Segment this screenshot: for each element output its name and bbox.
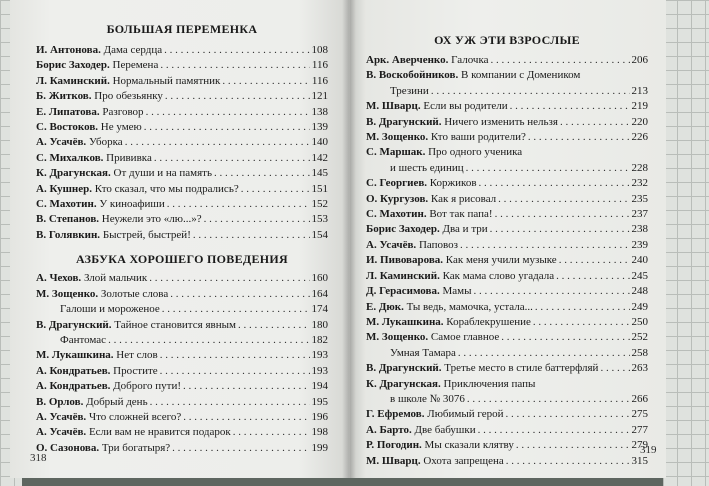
toc-entry — [366, 300, 648, 315]
toc-title: Нормальный памятник — [112, 74, 221, 87]
toc-entry — [36, 182, 328, 197]
toc-title: Галоши и мороженое — [60, 303, 160, 316]
toc-title: и шесть единиц — [390, 161, 464, 174]
toc-page-number: 275 — [631, 408, 648, 421]
toc-page-number: 238 — [631, 223, 648, 236]
toc-author: К. Драгунская. — [366, 377, 441, 390]
toc-author: И. Антонова. — [36, 44, 101, 56]
dot-leader — [146, 105, 310, 120]
dot-leader — [241, 182, 310, 197]
toc-entry — [36, 302, 328, 317]
toc-author: М. Зощенко. — [366, 331, 429, 344]
dot-leader — [510, 99, 630, 114]
toc-title: Что сложней всего? — [88, 410, 182, 423]
dot-leader — [233, 425, 310, 440]
toc-entry — [36, 410, 328, 425]
toc-entry — [366, 99, 648, 114]
toc-author: С. Махотин. — [36, 198, 97, 211]
dot-leader — [125, 135, 310, 150]
toc-page-number: 108 — [311, 44, 328, 56]
toc-page-number: 249 — [631, 300, 648, 313]
toc-entry — [366, 68, 648, 83]
toc-author: С. Востоков. — [36, 121, 99, 134]
dot-leader — [160, 364, 310, 379]
toc-title: Нет слов — [116, 349, 158, 362]
toc-author: М. Шварц. — [366, 454, 421, 467]
toc-entry — [366, 238, 648, 253]
toc-title: Трезини — [390, 84, 429, 97]
dot-leader — [479, 176, 630, 191]
toc-author: К. Драгунская. — [36, 167, 111, 180]
toc-title: Мы сказали клятву — [424, 439, 514, 452]
toc-entry — [36, 364, 328, 379]
toc-entry — [366, 115, 648, 130]
dot-leader — [108, 333, 309, 348]
toc-author: В. Драгунский. — [36, 318, 112, 331]
dot-leader — [556, 269, 629, 284]
toc-title: в школе № 3076 — [390, 392, 465, 405]
toc-entry — [36, 135, 328, 150]
toc-title: В компании с Домеником — [460, 69, 581, 82]
toc-page-number: 152 — [311, 198, 328, 211]
toc-author: А. Кушнер. — [36, 182, 93, 195]
toc-author: Арк. Аверченко. — [366, 54, 449, 66]
toc-page-number: 235 — [631, 192, 648, 205]
toc-entry — [36, 197, 328, 212]
toc-title: От души и на память — [113, 167, 212, 180]
toc-page-number: 239 — [631, 238, 648, 251]
dot-leader — [170, 287, 309, 302]
toc-entry — [36, 89, 328, 104]
toc-title: Кто сказал, что мы подрались? — [94, 182, 239, 195]
toc-entry — [36, 318, 328, 333]
toc-title: Дама сердца — [103, 44, 163, 56]
dot-leader — [495, 207, 630, 222]
dot-leader — [533, 315, 630, 330]
dot-leader — [162, 302, 310, 317]
toc-title: Не умею — [100, 121, 142, 134]
toc-page-number: 252 — [631, 331, 648, 344]
toc-page-number: 121 — [311, 90, 328, 103]
toc-author: М. Зощенко. — [36, 287, 99, 300]
toc-author: М. Шварц. — [366, 100, 421, 113]
toc-title: Умная Тамара — [390, 346, 456, 359]
dot-leader — [490, 222, 630, 237]
dot-leader — [154, 151, 310, 166]
toc-entry — [366, 407, 648, 422]
dot-leader — [160, 348, 310, 363]
dot-leader — [172, 441, 309, 456]
toc-entry — [366, 454, 648, 469]
toc-author: О. Кургузов. — [366, 192, 429, 205]
toc-page-number: 195 — [311, 395, 328, 408]
toc-page-number: 220 — [631, 115, 648, 128]
dot-leader — [478, 423, 630, 438]
toc-title: Самое главное — [430, 331, 500, 344]
toc-title: Вот так папа! — [429, 208, 493, 221]
dot-leader — [460, 238, 630, 253]
toc-entry — [366, 377, 648, 392]
toc-author: А. Кондратьев. — [36, 380, 111, 393]
toc-title: Простите — [113, 364, 158, 377]
dot-leader — [160, 58, 310, 73]
section-title: АЗБУКА ХОРОШЕГО ПОВЕДЕНИЯ — [76, 252, 288, 267]
toc-author: С. Георгиев. — [366, 177, 428, 190]
book-gutter — [342, 0, 356, 478]
toc-title: Три богатыря? — [101, 441, 171, 454]
graph-paper-right — [663, 0, 709, 486]
section-title: ОХ УЖ ЭТИ ВЗРОСЛЫЕ — [434, 33, 580, 47]
toc-page-number: 180 — [311, 318, 328, 331]
toc-entry — [366, 284, 648, 299]
toc-entry — [36, 151, 328, 166]
toc-page-number: 194 — [311, 380, 328, 393]
toc-author: Р. Погодин. — [366, 439, 422, 452]
toc-title: Неужели это «лю...»? — [101, 213, 202, 226]
toc-entry — [36, 212, 328, 227]
toc-author: М. Лукашкина. — [36, 349, 114, 362]
toc-title: Два и три — [442, 223, 488, 236]
toc-title: Паповоз — [418, 238, 458, 251]
toc-page-number: 160 — [311, 272, 328, 285]
toc-page-number: 151 — [311, 182, 328, 195]
toc-page-number: 248 — [631, 285, 648, 298]
toc-page-number: 240 — [631, 254, 648, 267]
toc-page-number: 153 — [311, 213, 328, 226]
dot-leader — [167, 197, 310, 212]
section-title: БОЛЬШАЯ ПЕРЕМЕНКА — [106, 22, 258, 36]
toc-title: Доброго пути! — [113, 380, 181, 393]
toc-author: В. Драгунский. — [366, 362, 442, 375]
toc-entry — [36, 425, 328, 440]
toc-entry — [366, 361, 648, 376]
toc-title: Как меня учили музыке — [445, 254, 557, 267]
toc-author: В. Степанов. — [36, 213, 100, 226]
toc-entry — [366, 161, 648, 176]
toc-title: Прививка — [106, 151, 152, 164]
toc-title: Как мама слово угадала — [442, 269, 555, 282]
dot-leader — [183, 410, 309, 425]
dot-leader — [144, 120, 310, 135]
toc-title: Про одного ученика — [428, 146, 523, 159]
toc-page-number: 193 — [311, 364, 328, 377]
dot-leader — [214, 166, 310, 181]
toc-entry — [366, 53, 648, 68]
toc-entry — [366, 145, 648, 160]
toc-list — [36, 271, 328, 456]
right-page — [350, 0, 666, 478]
toc-title: Ты ведь, мамочка, устала... — [406, 300, 533, 313]
dot-leader — [498, 192, 629, 207]
toc-list — [366, 53, 648, 469]
dot-leader — [431, 84, 630, 99]
toc-author: А. Чехов. — [36, 272, 82, 285]
toc-title: Любимый герой — [427, 408, 504, 421]
dot-leader — [528, 130, 630, 145]
toc-author: А. Усачёв. — [366, 238, 417, 251]
toc-entry — [36, 120, 328, 135]
toc-entry — [366, 269, 648, 284]
dot-leader — [466, 161, 630, 176]
toc-page-number: 199 — [311, 441, 328, 454]
toc-page-number: 193 — [311, 349, 328, 362]
dot-leader — [150, 395, 310, 410]
toc-page-number: 206 — [631, 54, 648, 66]
toc-entry — [366, 315, 648, 330]
dot-leader — [506, 454, 630, 469]
toc-author: В. Орлов. — [36, 395, 84, 408]
toc-entry — [366, 253, 648, 268]
toc-title: Тайное становится явным — [114, 318, 236, 331]
toc-author: А. Усачёв. — [36, 426, 87, 439]
toc-author: Л. Каминский. — [366, 269, 440, 282]
toc-title: Охота запрещена — [423, 454, 504, 467]
toc-title: Фантомас — [60, 333, 107, 346]
toc-list — [36, 43, 328, 243]
toc-author: А. Кондратьев. — [36, 364, 111, 377]
toc-entry — [36, 441, 328, 456]
toc-page-number: 315 — [631, 454, 648, 467]
toc-entry — [36, 271, 328, 286]
toc-entry — [36, 43, 328, 58]
toc-entry — [36, 74, 328, 89]
toc-author: О. Сазонова. — [36, 441, 100, 454]
toc-author: Борис Заходер. — [36, 59, 110, 72]
toc-page-number: 198 — [311, 426, 328, 439]
toc-entry — [366, 392, 648, 407]
toc-entry — [366, 222, 648, 237]
toc-page-number: 140 — [311, 136, 328, 149]
toc-page-number: 139 — [311, 121, 328, 134]
toc-entry — [366, 423, 648, 438]
toc-page-number: 266 — [631, 392, 648, 405]
dot-leader — [516, 438, 630, 453]
toc-author: А. Барто. — [366, 423, 412, 436]
left-page — [10, 0, 350, 478]
toc-title: Перемена — [112, 59, 159, 72]
toc-entry — [36, 348, 328, 363]
toc-title: Быстрей, быстрей! — [102, 228, 191, 241]
toc-entry — [366, 346, 648, 361]
toc-entry — [366, 330, 648, 345]
toc-author: И. Пивоварова. — [366, 254, 444, 267]
toc-author: А. Усачёв. — [36, 410, 87, 423]
toc-author: В. Драгунский. — [366, 115, 442, 128]
toc-entry — [366, 130, 648, 145]
toc-title: Про обезьянку — [94, 90, 163, 103]
toc-entry — [36, 395, 328, 410]
toc-author: Е. Дюк. — [366, 300, 404, 313]
toc-title: Ничего изменить нельзя — [444, 115, 558, 128]
page-number: 318 — [30, 452, 47, 464]
toc-page-number: 258 — [631, 346, 648, 359]
toc-entry — [366, 192, 648, 207]
toc-entry — [36, 228, 328, 243]
toc-title: Кораблекрушение — [446, 315, 531, 328]
toc-entry — [366, 176, 648, 191]
toc-author: М. Зощенко. — [366, 131, 429, 144]
toc-entry — [366, 84, 648, 99]
dot-leader — [560, 115, 630, 130]
toc-page-number: 277 — [631, 423, 648, 436]
dot-leader — [501, 330, 629, 345]
toc-page-number: 116 — [311, 74, 328, 87]
toc-title: Разговор — [102, 105, 144, 118]
toc-page-number: 164 — [311, 287, 328, 300]
toc-title: Добрый день — [86, 395, 148, 408]
toc-page-number: 237 — [631, 208, 648, 221]
toc-page-number: 228 — [631, 161, 648, 174]
dot-leader — [467, 392, 630, 407]
toc-title: Как я рисовал — [430, 192, 497, 205]
toc-page-number: 232 — [631, 177, 648, 190]
toc-entry — [36, 166, 328, 181]
toc-title: Кто ваши родители? — [430, 131, 526, 144]
toc-entry — [366, 207, 648, 222]
dot-leader — [491, 53, 630, 68]
dot-leader — [149, 271, 309, 286]
toc-entry — [36, 105, 328, 120]
toc-author: В. Голявкин. — [36, 228, 101, 241]
toc-title: Мамы — [442, 285, 472, 298]
toc-title: Злой мальчик — [83, 272, 148, 285]
toc-author: Г. Ефремов. — [366, 408, 425, 421]
dot-leader — [165, 89, 310, 104]
toc-title: Третье место в стиле баттерфляй — [444, 362, 599, 375]
toc-author: М. Лукашкина. — [366, 315, 444, 328]
dot-leader — [204, 212, 310, 227]
toc-author: А. Усачёв. — [36, 136, 87, 149]
toc-page-number: 219 — [631, 100, 648, 113]
toc-title: Две бабушки — [414, 423, 476, 436]
dot-leader — [600, 361, 629, 376]
toc-author: Л. Каминский. — [36, 74, 110, 87]
toc-entry — [36, 379, 328, 394]
toc-author: В. Воскобойников. — [366, 69, 459, 82]
toc-author: С. Михалков. — [36, 151, 104, 164]
toc-entry — [36, 58, 328, 73]
dot-leader — [458, 346, 630, 361]
page-number: 319 — [640, 444, 657, 456]
toc-entry — [36, 287, 328, 302]
toc-title: Уборка — [88, 136, 123, 149]
dot-leader — [559, 253, 630, 268]
dot-leader — [183, 379, 310, 394]
toc-page-number: 182 — [311, 333, 328, 346]
toc-page-number: 263 — [631, 362, 648, 375]
toc-page-number: 226 — [631, 131, 648, 144]
toc-page-number: 250 — [631, 315, 648, 328]
dot-leader — [473, 284, 629, 299]
toc-title: Приключения папы — [443, 377, 536, 390]
toc-page-number: 116 — [311, 59, 328, 72]
toc-page-number: 279 — [631, 439, 648, 452]
dot-leader — [238, 318, 310, 333]
toc-entry — [36, 333, 328, 348]
toc-author: Д. Герасимова. — [366, 285, 440, 298]
toc-page-number: 154 — [311, 228, 328, 241]
toc-page-number: 138 — [311, 105, 328, 118]
toc-page-number: 213 — [631, 84, 648, 97]
dot-leader — [193, 228, 310, 243]
toc-page-number: 142 — [311, 151, 328, 164]
toc-author: С. Махотин. — [366, 208, 427, 221]
toc-page-number: 174 — [311, 303, 328, 316]
dot-leader — [535, 300, 630, 315]
toc-page-number: 196 — [311, 410, 328, 423]
toc-title: Галочка — [451, 54, 489, 66]
toc-author: Е. Липатова. — [36, 105, 100, 118]
dot-leader — [222, 74, 310, 89]
toc-title: Коржиков — [429, 177, 477, 190]
toc-title: Если вы родители — [423, 100, 508, 113]
toc-title: У киноафиши — [99, 198, 165, 211]
toc-author: Б. Житков. — [36, 90, 92, 103]
toc-page-number: 145 — [311, 167, 328, 180]
dot-leader — [506, 407, 630, 422]
toc-title: Если вам не нравится подарок — [88, 426, 231, 439]
toc-title: Золотые слова — [100, 287, 169, 300]
toc-author: Борис Заходер. — [366, 223, 440, 236]
dot-leader — [164, 43, 309, 58]
toc-author: С. Маршак. — [366, 146, 426, 159]
toc-entry — [366, 438, 648, 453]
toc-page-number: 245 — [631, 269, 648, 282]
